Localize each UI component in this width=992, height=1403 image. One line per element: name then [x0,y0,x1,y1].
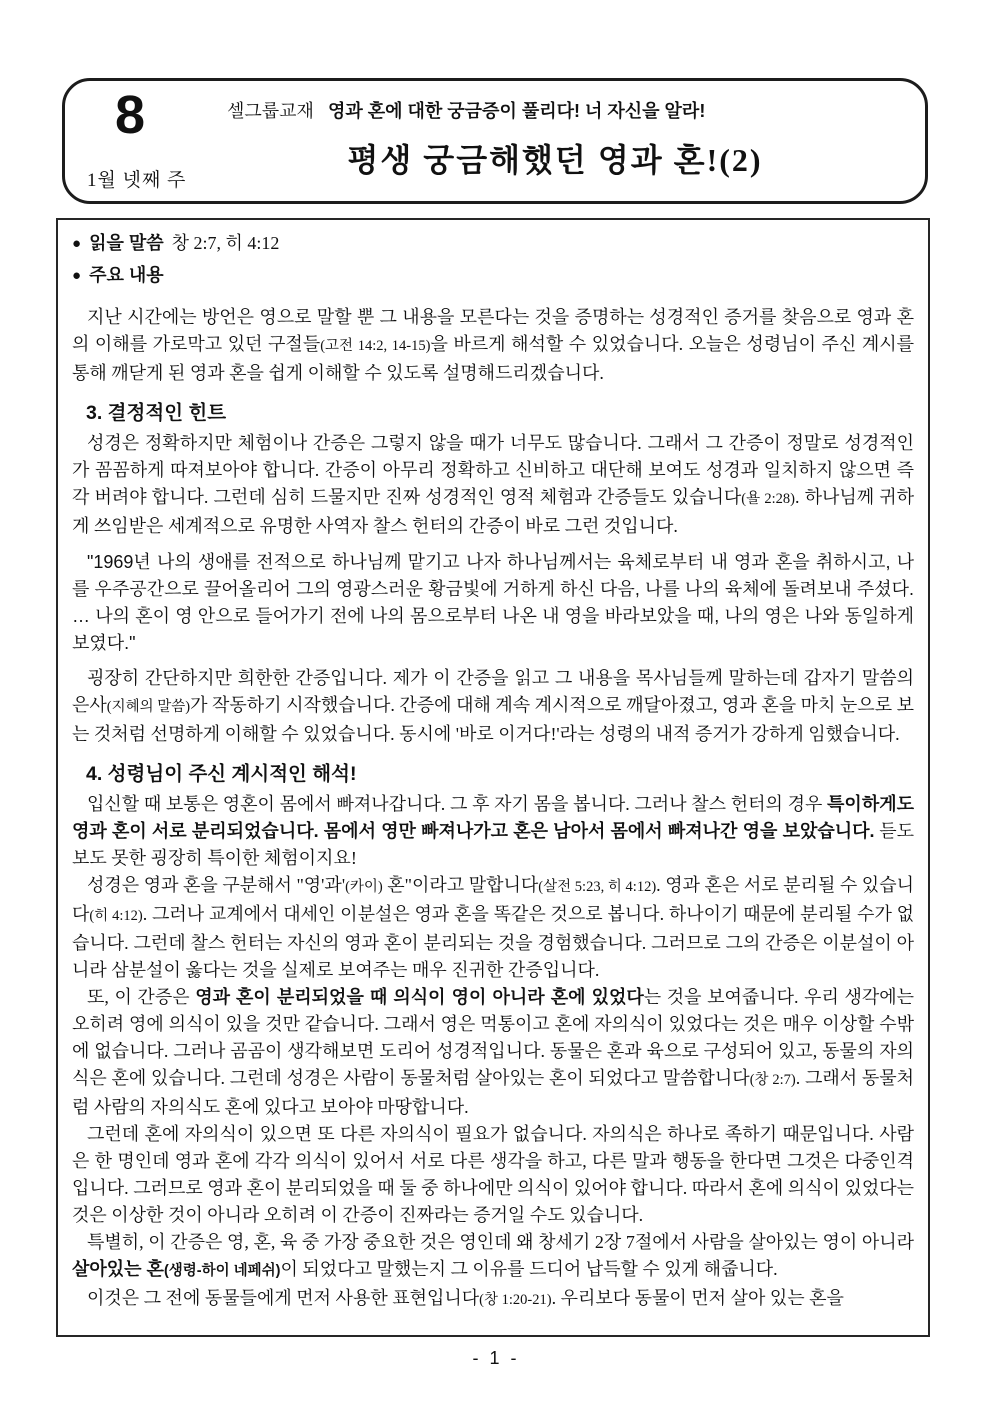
tagline-text: 영과 혼에 대한 궁금증이 풀리다! 너 자신을 알라! [327,101,706,121]
section-4-paragraph-5: 특별히, 이 간증은 영, 혼, 육 중 가장 중요한 것은 영인데 왜 창세기 2장 7절에서 사람을 살아있는 영이 아니라 살아있는 혼(생령-하이 네페쉬)이 되었다고 말했는지 그 이유를 드디어 납득할 수 있게 해줍니다. [72,1232,914,1279]
page-title: 평생 궁금해했던 영과 혼!(2) [347,142,763,178]
scripture-reading-line [72,228,914,260]
page-number: - 1 - [472,1348,520,1368]
bullet-icon: ● [72,268,82,284]
body-paragraphs [72,304,914,1314]
main-content-label: 주요 내용 [89,265,164,285]
scripture-reading-value: 창 2:7, 히 4:12 [171,233,280,253]
testimony-quote: "1969년 나의 생애를 전적으로 하나님께 맡기고 나자 하나님께서는 육체로부터 내 영과 혼을 취하시고, 나를 우주공간으로 끌어올리어 그의 영광스러운 황금빛에 거하게 하신 다음, 나를 나의 육체에 돌려보내 주셨다. … 나의 혼이 영 안으로 들어가기 전에 나의 몸으로부터 나온 내 영을 바라보았을 때, 나의 영은 나와 동일하게 보였다." [72,552,914,653]
section-4-paragraph-2: 성경은 영과 혼을 구분해서 "영'과'(카이) 혼"이라고 말합니다(살전 5:23, 히 4:12). 영과 혼은 서로 분리될 수 있습니다(히 4:12). 그러나 교계에서 대세인 이분설은 영과 혼을 똑같은 것으로 봅니다. 하나이기 때문에 분리될 수가 없습니다. 그런데 찰스 헌터는 자신의 영과 혼이 분리되는 것을 경험했습니다. 그러므로 그의 간증은 이분설이 아니라 삼분설이 옳다는 것을 실제로 보여주는 매우 진귀한 간증입니다. [72,875,914,980]
series-label: 셀그룹교재 [227,101,314,121]
section-4-paragraph-1: 입신할 때 보통은 영혼이 몸에서 빠져나갑니다. 그 후 자기 몸을 봅니다. 그러나 찰스 헌터의 경우 특이하게도 영과 혼이 서로 분리되었습니다. 몸에서 영만 빠져나가고 혼은 남아서 몸에서 빠져나간 영을 보았습니다. 듣도 보도 못한 굉장히 특이한 체험이지요! [72,794,914,868]
section-4-paragraph-3: 또, 이 간증은 영과 혼이 분리되었을 때 의식이 영이 아니라 혼에 있었다는 것을 보여줍니다. 우리 생각에는 오히려 영에 의식이 있을 것만 같습니다. 그래서 영은 먹통이고 혼에 자의식이 있었다는 것은 매우 이상할 수밖에 없습니다. 그러나 곰곰이 생각해보면 도리어 성경적입니다. 동물은 혼과 육으로 구성되어 있고, 동물의 자의식은 혼에 있습니다. 그런데 성경은 사람이 동물처럼 살아있는 혼이 되었다고 말씀합니다(창 2:7). 그래서 동물처럼 사람의 자의식도 혼에 있다고 보아야 마땅합니다. [72,987,915,1117]
header-box [62,78,928,204]
section-3-paragraph: 성경은 정확하지만 체험이나 간증은 그렇지 않을 때가 너무도 많습니다. 그래서 그 간증이 정말로 성경적인가 꼼꼼하게 따져보아야 합니다. 간증이 아무리 정확하고 신비하고 대단해 보여도 성경과 일치하지 않으면 즉각 버려야 합니다. 그런데 심히 드물지만 진짜 성경적인 영적 체험과 간증들도 있습니다(욜 2:28). 하나님께 귀하게 쓰임받은 세계적으로 유명한 사역자 찰스 헌터의 간증이 바로 그런 것입니다. [72,433,915,536]
intro-paragraph: 지난 시간에는 방언은 영으로 말할 뿐 그 내용을 모른다는 것을 증명하는 성경적인 증거를 찾음으로 영과 혼의 이해를 가로막고 있던 구절들(고전 14:2, 14-15)을 바르게 해석할 수 있었습니다. 오늘은 성령님이 주신 계시를 통해 깨닫게 된 영과 혼을 쉽게 이해할 수 있도록 설명해드리겠습니다. [72,307,915,383]
section-3-heading: 3. 결정적인 힌트 [86,402,227,424]
tagline [227,97,705,123]
section-4-paragraph-6: 이것은 그 전에 동물들에게 먼저 사용한 표현입니다(창 1:20-21). 우리보다 동물이 먼저 살아 있는 혼을 [87,1288,844,1308]
info-block [72,228,914,292]
commentary-paragraph: 굉장히 간단하지만 희한한 간증입니다. 제가 이 간증을 읽고 그 내용을 목사님들께 말하는데 갑자기 말씀의 은사(지혜의 말씀)가 작동하기 시작했습니다. 간증에 대해 계속 계시적으로 깨달아졌고, 영과 혼을 마치 눈으로 보는 것처럼 선명하게 이해할 수 있었습니다. 동시에 '바로 이거다!'라는 성령의 내적 증거가 강하게 임했습니다. [72,668,914,744]
body-box [56,218,930,1337]
section-4-heading: 4. 성령님이 주신 계시적인 해석! [86,763,357,785]
week-label: 1월 넷째 주 [87,170,187,191]
issue-number: 8 [115,85,146,145]
main-content-line [72,260,914,292]
bullet-icon: ● [72,236,82,252]
scripture-reading-label: 읽을 말씀 [89,233,164,253]
section-4-paragraph-4: 그런데 혼에 자의식이 있으면 또 다른 자의식이 필요가 없습니다. 자의식은 하나로 족하기 때문입니다. 사람은 한 명인데 영과 혼에 각각 의식이 있어서 서로 다른 생각을 하고, 다른 말과 행동을 한다면 그것은 다중인격입니다. 그러므로 영과 혼이 분리되었을 때 둘 중 하나에만 의식이 있어야 합니다. 따라서 혼에 의식이 있었다는 것은 이상한 것이 아니라 오히려 이 간증이 진짜라는 증거일 수도 있습니다. [72,1124,914,1225]
